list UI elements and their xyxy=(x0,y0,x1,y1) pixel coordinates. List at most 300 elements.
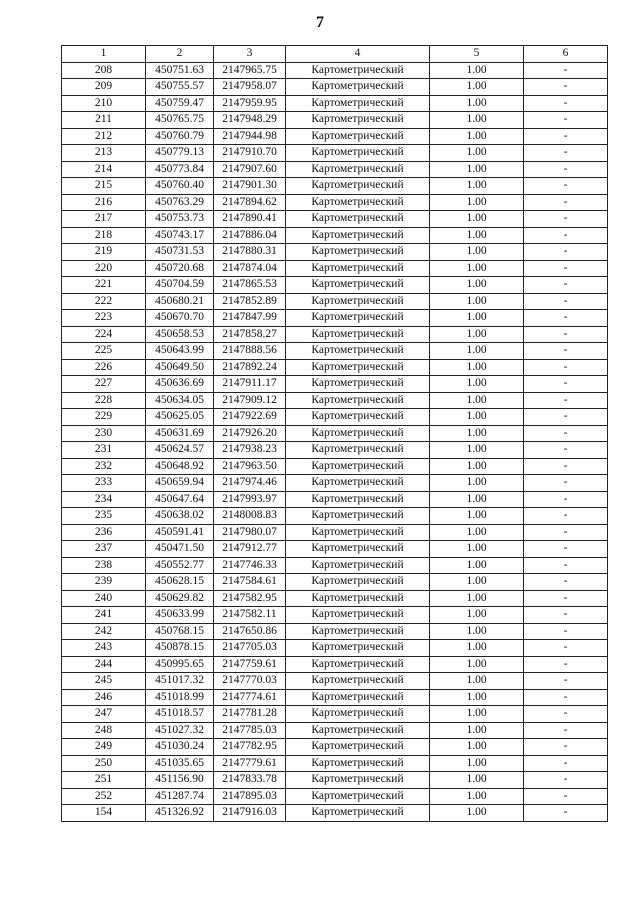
cell-point-number: 227 xyxy=(62,376,146,393)
cell-y-coordinate: 2147858.27 xyxy=(214,326,286,343)
cell-accuracy: 1.00 xyxy=(430,409,524,426)
cell-point-number: 221 xyxy=(62,277,146,294)
table-row xyxy=(62,227,608,244)
cell-method: Картометрический xyxy=(286,640,430,657)
cell-accuracy: 1.00 xyxy=(430,392,524,409)
cell-y-coordinate: 2147944.98 xyxy=(214,128,286,145)
cell-method: Картометрический xyxy=(286,706,430,723)
cell-x-coordinate: 450755.57 xyxy=(146,79,214,96)
cell-accuracy: 1.00 xyxy=(430,607,524,624)
cell-point-number: 211 xyxy=(62,112,146,129)
cell-x-coordinate: 450638.02 xyxy=(146,508,214,525)
table-row xyxy=(62,689,608,706)
cell-x-coordinate: 451027.32 xyxy=(146,722,214,739)
cell-y-coordinate: 2147907.60 xyxy=(214,161,286,178)
cell-point-number: 223 xyxy=(62,310,146,327)
cell-accuracy: 1.00 xyxy=(430,194,524,211)
cell-y-coordinate: 2147833.78 xyxy=(214,772,286,789)
cell-y-coordinate: 2147922.69 xyxy=(214,409,286,426)
cell-x-coordinate: 450634.05 xyxy=(146,392,214,409)
cell-point-number: 252 xyxy=(62,788,146,805)
header-cell-5: 5 xyxy=(430,46,524,63)
cell-x-coordinate: 451326.92 xyxy=(146,805,214,822)
cell-accuracy: 1.00 xyxy=(430,62,524,79)
cell-accuracy: 1.00 xyxy=(430,706,524,723)
cell-method: Картометрический xyxy=(286,607,430,624)
cell-x-coordinate: 450670.70 xyxy=(146,310,214,327)
cell-point-number: 245 xyxy=(62,673,146,690)
cell-y-coordinate: 2147894.62 xyxy=(214,194,286,211)
cell-y-coordinate: 2147746.33 xyxy=(214,557,286,574)
cell-accuracy: 1.00 xyxy=(430,574,524,591)
cell-note: - xyxy=(524,326,608,343)
cell-point-number: 226 xyxy=(62,359,146,376)
table-row xyxy=(62,359,608,376)
cell-y-coordinate: 2147874.04 xyxy=(214,260,286,277)
cell-method: Картометрический xyxy=(286,409,430,426)
cell-x-coordinate: 450763.29 xyxy=(146,194,214,211)
table-row xyxy=(62,541,608,558)
header-cell-3: 3 xyxy=(214,46,286,63)
cell-accuracy: 1.00 xyxy=(430,623,524,640)
cell-x-coordinate: 451018.57 xyxy=(146,706,214,723)
cell-accuracy: 1.00 xyxy=(430,541,524,558)
cell-point-number: 246 xyxy=(62,689,146,706)
cell-x-coordinate: 450649.50 xyxy=(146,359,214,376)
cell-y-coordinate: 2147974.46 xyxy=(214,475,286,492)
cell-method: Картометрический xyxy=(286,772,430,789)
table-row xyxy=(62,112,608,129)
table-row xyxy=(62,755,608,772)
table-row xyxy=(62,310,608,327)
cell-method: Картометрический xyxy=(286,623,430,640)
cell-x-coordinate: 450751.63 xyxy=(146,62,214,79)
table-row xyxy=(62,623,608,640)
cell-x-coordinate: 451017.32 xyxy=(146,673,214,690)
cell-accuracy: 1.00 xyxy=(430,640,524,657)
cell-method: Картометрический xyxy=(286,491,430,508)
cell-point-number: 229 xyxy=(62,409,146,426)
cell-point-number: 238 xyxy=(62,557,146,574)
cell-point-number: 224 xyxy=(62,326,146,343)
cell-method: Картометрический xyxy=(286,376,430,393)
header-cell-6: 6 xyxy=(524,46,608,63)
table-row xyxy=(62,772,608,789)
cell-y-coordinate: 2147959.95 xyxy=(214,95,286,112)
cell-note: - xyxy=(524,755,608,772)
cell-note: - xyxy=(524,739,608,756)
cell-x-coordinate: 451030.24 xyxy=(146,739,214,756)
cell-note: - xyxy=(524,772,608,789)
cell-method: Картометрический xyxy=(286,590,430,607)
cell-note: - xyxy=(524,788,608,805)
cell-point-number: 217 xyxy=(62,211,146,228)
cell-note: - xyxy=(524,128,608,145)
cell-method: Картометрический xyxy=(286,112,430,129)
cell-point-number: 242 xyxy=(62,623,146,640)
cell-x-coordinate: 450743.17 xyxy=(146,227,214,244)
table-header xyxy=(62,46,608,63)
cell-note: - xyxy=(524,689,608,706)
cell-note: - xyxy=(524,79,608,96)
table-row xyxy=(62,161,608,178)
table-row xyxy=(62,244,608,261)
cell-note: - xyxy=(524,359,608,376)
cell-point-number: 250 xyxy=(62,755,146,772)
cell-method: Картометрический xyxy=(286,310,430,327)
cell-point-number: 220 xyxy=(62,260,146,277)
table-row xyxy=(62,640,608,657)
cell-x-coordinate: 450648.92 xyxy=(146,458,214,475)
table-row xyxy=(62,805,608,822)
cell-note: - xyxy=(524,194,608,211)
cell-y-coordinate: 2147650.86 xyxy=(214,623,286,640)
cell-point-number: 237 xyxy=(62,541,146,558)
table-row xyxy=(62,293,608,310)
cell-method: Картометрический xyxy=(286,557,430,574)
table-row xyxy=(62,425,608,442)
cell-y-coordinate: 2147911.17 xyxy=(214,376,286,393)
cell-note: - xyxy=(524,227,608,244)
cell-point-number: 236 xyxy=(62,524,146,541)
cell-method: Картометрический xyxy=(286,458,430,475)
cell-x-coordinate: 450995.65 xyxy=(146,656,214,673)
cell-point-number: 234 xyxy=(62,491,146,508)
cell-accuracy: 1.00 xyxy=(430,211,524,228)
cell-accuracy: 1.00 xyxy=(430,508,524,525)
cell-x-coordinate: 450552.77 xyxy=(146,557,214,574)
table-row xyxy=(62,178,608,195)
table-row xyxy=(62,788,608,805)
cell-point-number: 213 xyxy=(62,145,146,162)
cell-x-coordinate: 450760.79 xyxy=(146,128,214,145)
cell-y-coordinate: 2147948.29 xyxy=(214,112,286,129)
cell-y-coordinate: 2147958.07 xyxy=(214,79,286,96)
cell-y-coordinate: 2147909.12 xyxy=(214,392,286,409)
cell-x-coordinate: 450773.84 xyxy=(146,161,214,178)
cell-accuracy: 1.00 xyxy=(430,277,524,294)
cell-y-coordinate: 2147895.03 xyxy=(214,788,286,805)
cell-method: Картометрический xyxy=(286,739,430,756)
cell-method: Картометрический xyxy=(286,178,430,195)
cell-method: Картометрический xyxy=(286,293,430,310)
cell-y-coordinate: 2147901.30 xyxy=(214,178,286,195)
table-row xyxy=(62,194,608,211)
cell-x-coordinate: 450659.94 xyxy=(146,475,214,492)
cell-note: - xyxy=(524,145,608,162)
cell-method: Картометрический xyxy=(286,574,430,591)
cell-note: - xyxy=(524,508,608,525)
cell-note: - xyxy=(524,475,608,492)
cell-accuracy: 1.00 xyxy=(430,145,524,162)
cell-accuracy: 1.00 xyxy=(430,293,524,310)
cell-point-number: 251 xyxy=(62,772,146,789)
cell-method: Картометрический xyxy=(286,805,430,822)
cell-point-number: 210 xyxy=(62,95,146,112)
cell-y-coordinate: 2147926.20 xyxy=(214,425,286,442)
cell-point-number: 244 xyxy=(62,656,146,673)
cell-accuracy: 1.00 xyxy=(430,128,524,145)
cell-point-number: 230 xyxy=(62,425,146,442)
cell-point-number: 208 xyxy=(62,62,146,79)
cell-method: Картометрический xyxy=(286,326,430,343)
cell-x-coordinate: 450471.50 xyxy=(146,541,214,558)
cell-note: - xyxy=(524,442,608,459)
cell-accuracy: 1.00 xyxy=(430,491,524,508)
cell-method: Картометрический xyxy=(286,343,430,360)
cell-accuracy: 1.00 xyxy=(430,689,524,706)
cell-accuracy: 1.00 xyxy=(430,376,524,393)
cell-note: - xyxy=(524,95,608,112)
cell-note: - xyxy=(524,541,608,558)
cell-y-coordinate: 2147993.97 xyxy=(214,491,286,508)
cell-accuracy: 1.00 xyxy=(430,475,524,492)
table-row xyxy=(62,442,608,459)
cell-method: Картометрический xyxy=(286,788,430,805)
cell-method: Картометрический xyxy=(286,673,430,690)
table-row xyxy=(62,277,608,294)
table-row xyxy=(62,95,608,112)
table-row xyxy=(62,590,608,607)
cell-method: Картометрический xyxy=(286,128,430,145)
cell-y-coordinate: 2147916.03 xyxy=(214,805,286,822)
cell-x-coordinate: 450643.99 xyxy=(146,343,214,360)
cell-note: - xyxy=(524,310,608,327)
cell-accuracy: 1.00 xyxy=(430,178,524,195)
cell-x-coordinate: 450720.68 xyxy=(146,260,214,277)
cell-accuracy: 1.00 xyxy=(430,805,524,822)
cell-y-coordinate: 2147888.56 xyxy=(214,343,286,360)
table-row xyxy=(62,79,608,96)
table-row xyxy=(62,739,608,756)
cell-note: - xyxy=(524,178,608,195)
cell-accuracy: 1.00 xyxy=(430,326,524,343)
cell-accuracy: 1.00 xyxy=(430,458,524,475)
cell-x-coordinate: 450731.53 xyxy=(146,244,214,261)
cell-note: - xyxy=(524,211,608,228)
cell-y-coordinate: 2147886.04 xyxy=(214,227,286,244)
cell-x-coordinate: 450631.69 xyxy=(146,425,214,442)
cell-y-coordinate: 2147584.61 xyxy=(214,574,286,591)
cell-accuracy: 1.00 xyxy=(430,359,524,376)
cell-note: - xyxy=(524,524,608,541)
cell-note: - xyxy=(524,623,608,640)
table-row xyxy=(62,128,608,145)
cell-method: Картометрический xyxy=(286,79,430,96)
cell-method: Картометрический xyxy=(286,95,430,112)
cell-method: Картометрический xyxy=(286,524,430,541)
cell-accuracy: 1.00 xyxy=(430,161,524,178)
cell-y-coordinate: 2147910.70 xyxy=(214,145,286,162)
cell-accuracy: 1.00 xyxy=(430,673,524,690)
cell-accuracy: 1.00 xyxy=(430,425,524,442)
cell-note: - xyxy=(524,293,608,310)
table-row xyxy=(62,458,608,475)
cell-x-coordinate: 450628.15 xyxy=(146,574,214,591)
cell-accuracy: 1.00 xyxy=(430,260,524,277)
cell-point-number: 231 xyxy=(62,442,146,459)
cell-y-coordinate: 2147785.03 xyxy=(214,722,286,739)
table-row xyxy=(62,145,608,162)
cell-x-coordinate: 451018.99 xyxy=(146,689,214,706)
table-row xyxy=(62,475,608,492)
cell-y-coordinate: 2147759.61 xyxy=(214,656,286,673)
table-row xyxy=(62,62,608,79)
cell-x-coordinate: 450680.21 xyxy=(146,293,214,310)
coordinates-table xyxy=(61,45,608,822)
cell-note: - xyxy=(524,161,608,178)
cell-method: Картометрический xyxy=(286,755,430,772)
cell-note: - xyxy=(524,343,608,360)
cell-x-coordinate: 450658.53 xyxy=(146,326,214,343)
table-row xyxy=(62,211,608,228)
table-row xyxy=(62,706,608,723)
cell-x-coordinate: 450647.64 xyxy=(146,491,214,508)
cell-x-coordinate: 450759.47 xyxy=(146,95,214,112)
cell-method: Картометрический xyxy=(286,541,430,558)
cell-note: - xyxy=(524,376,608,393)
table-row xyxy=(62,260,608,277)
table-row xyxy=(62,491,608,508)
cell-y-coordinate: 2147912.77 xyxy=(214,541,286,558)
cell-method: Картометрический xyxy=(286,211,430,228)
cell-x-coordinate: 450636.69 xyxy=(146,376,214,393)
cell-note: - xyxy=(524,409,608,426)
cell-x-coordinate: 450760.40 xyxy=(146,178,214,195)
cell-note: - xyxy=(524,673,608,690)
cell-y-coordinate: 2147705.03 xyxy=(214,640,286,657)
cell-accuracy: 1.00 xyxy=(430,343,524,360)
cell-method: Картометрический xyxy=(286,392,430,409)
table-row xyxy=(62,508,608,525)
cell-point-number: 233 xyxy=(62,475,146,492)
cell-method: Картометрический xyxy=(286,442,430,459)
cell-y-coordinate: 2147781.28 xyxy=(214,706,286,723)
cell-note: - xyxy=(524,656,608,673)
header-row xyxy=(62,46,608,63)
table-row xyxy=(62,722,608,739)
cell-note: - xyxy=(524,805,608,822)
cell-point-number: 239 xyxy=(62,574,146,591)
cell-method: Картометрический xyxy=(286,227,430,244)
cell-x-coordinate: 450625.05 xyxy=(146,409,214,426)
table-row xyxy=(62,673,608,690)
cell-accuracy: 1.00 xyxy=(430,722,524,739)
cell-y-coordinate: 2147770.03 xyxy=(214,673,286,690)
table-row xyxy=(62,326,608,343)
cell-x-coordinate: 450633.99 xyxy=(146,607,214,624)
cell-point-number: 215 xyxy=(62,178,146,195)
cell-accuracy: 1.00 xyxy=(430,310,524,327)
cell-point-number: 247 xyxy=(62,706,146,723)
table-row xyxy=(62,574,608,591)
cell-y-coordinate: 2147774.61 xyxy=(214,689,286,706)
cell-method: Картометрический xyxy=(286,145,430,162)
cell-x-coordinate: 451156.90 xyxy=(146,772,214,789)
cell-accuracy: 1.00 xyxy=(430,95,524,112)
cell-point-number: 228 xyxy=(62,392,146,409)
cell-method: Картометрический xyxy=(286,244,430,261)
cell-point-number: 216 xyxy=(62,194,146,211)
cell-method: Картометрический xyxy=(286,277,430,294)
cell-point-number: 241 xyxy=(62,607,146,624)
cell-y-coordinate: 2147890.41 xyxy=(214,211,286,228)
cell-note: - xyxy=(524,260,608,277)
cell-method: Картометрический xyxy=(286,194,430,211)
header-cell-2: 2 xyxy=(146,46,214,63)
cell-x-coordinate: 450779.13 xyxy=(146,145,214,162)
cell-x-coordinate: 451287.74 xyxy=(146,788,214,805)
cell-point-number: 209 xyxy=(62,79,146,96)
cell-note: - xyxy=(524,590,608,607)
cell-point-number: 218 xyxy=(62,227,146,244)
cell-y-coordinate: 2147582.95 xyxy=(214,590,286,607)
cell-method: Картометрический xyxy=(286,62,430,79)
cell-note: - xyxy=(524,607,608,624)
cell-point-number: 240 xyxy=(62,590,146,607)
table-body xyxy=(62,62,608,821)
cell-y-coordinate: 2148008.83 xyxy=(214,508,286,525)
cell-y-coordinate: 2147938.23 xyxy=(214,442,286,459)
cell-accuracy: 1.00 xyxy=(430,244,524,261)
cell-accuracy: 1.00 xyxy=(430,788,524,805)
cell-note: - xyxy=(524,491,608,508)
table-row xyxy=(62,524,608,541)
cell-accuracy: 1.00 xyxy=(430,524,524,541)
page-number: 7 xyxy=(316,14,324,31)
cell-method: Картометрический xyxy=(286,475,430,492)
cell-method: Картометрический xyxy=(286,425,430,442)
cell-note: - xyxy=(524,458,608,475)
cell-method: Картометрический xyxy=(286,656,430,673)
table-row xyxy=(62,343,608,360)
cell-point-number: 248 xyxy=(62,722,146,739)
cell-note: - xyxy=(524,722,608,739)
cell-accuracy: 1.00 xyxy=(430,557,524,574)
cell-point-number: 235 xyxy=(62,508,146,525)
cell-point-number: 243 xyxy=(62,640,146,657)
cell-note: - xyxy=(524,425,608,442)
cell-x-coordinate: 450878.15 xyxy=(146,640,214,657)
cell-point-number: 232 xyxy=(62,458,146,475)
cell-y-coordinate: 2147582.11 xyxy=(214,607,286,624)
cell-method: Картометрический xyxy=(286,689,430,706)
cell-x-coordinate: 450753.73 xyxy=(146,211,214,228)
cell-accuracy: 1.00 xyxy=(430,772,524,789)
cell-note: - xyxy=(524,277,608,294)
header-cell-1: 1 xyxy=(62,46,146,63)
cell-y-coordinate: 2147782.95 xyxy=(214,739,286,756)
cell-y-coordinate: 2147779.61 xyxy=(214,755,286,772)
cell-y-coordinate: 2147963.50 xyxy=(214,458,286,475)
cell-x-coordinate: 450768.15 xyxy=(146,623,214,640)
cell-note: - xyxy=(524,574,608,591)
cell-point-number: 212 xyxy=(62,128,146,145)
cell-note: - xyxy=(524,640,608,657)
cell-x-coordinate: 450624.57 xyxy=(146,442,214,459)
cell-note: - xyxy=(524,62,608,79)
cell-y-coordinate: 2147892.24 xyxy=(214,359,286,376)
cell-point-number: 214 xyxy=(62,161,146,178)
cell-x-coordinate: 450704.59 xyxy=(146,277,214,294)
cell-point-number: 225 xyxy=(62,343,146,360)
cell-accuracy: 1.00 xyxy=(430,442,524,459)
table-row xyxy=(62,656,608,673)
cell-note: - xyxy=(524,392,608,409)
cell-x-coordinate: 450591.41 xyxy=(146,524,214,541)
cell-method: Картометрический xyxy=(286,260,430,277)
cell-y-coordinate: 2147852.89 xyxy=(214,293,286,310)
